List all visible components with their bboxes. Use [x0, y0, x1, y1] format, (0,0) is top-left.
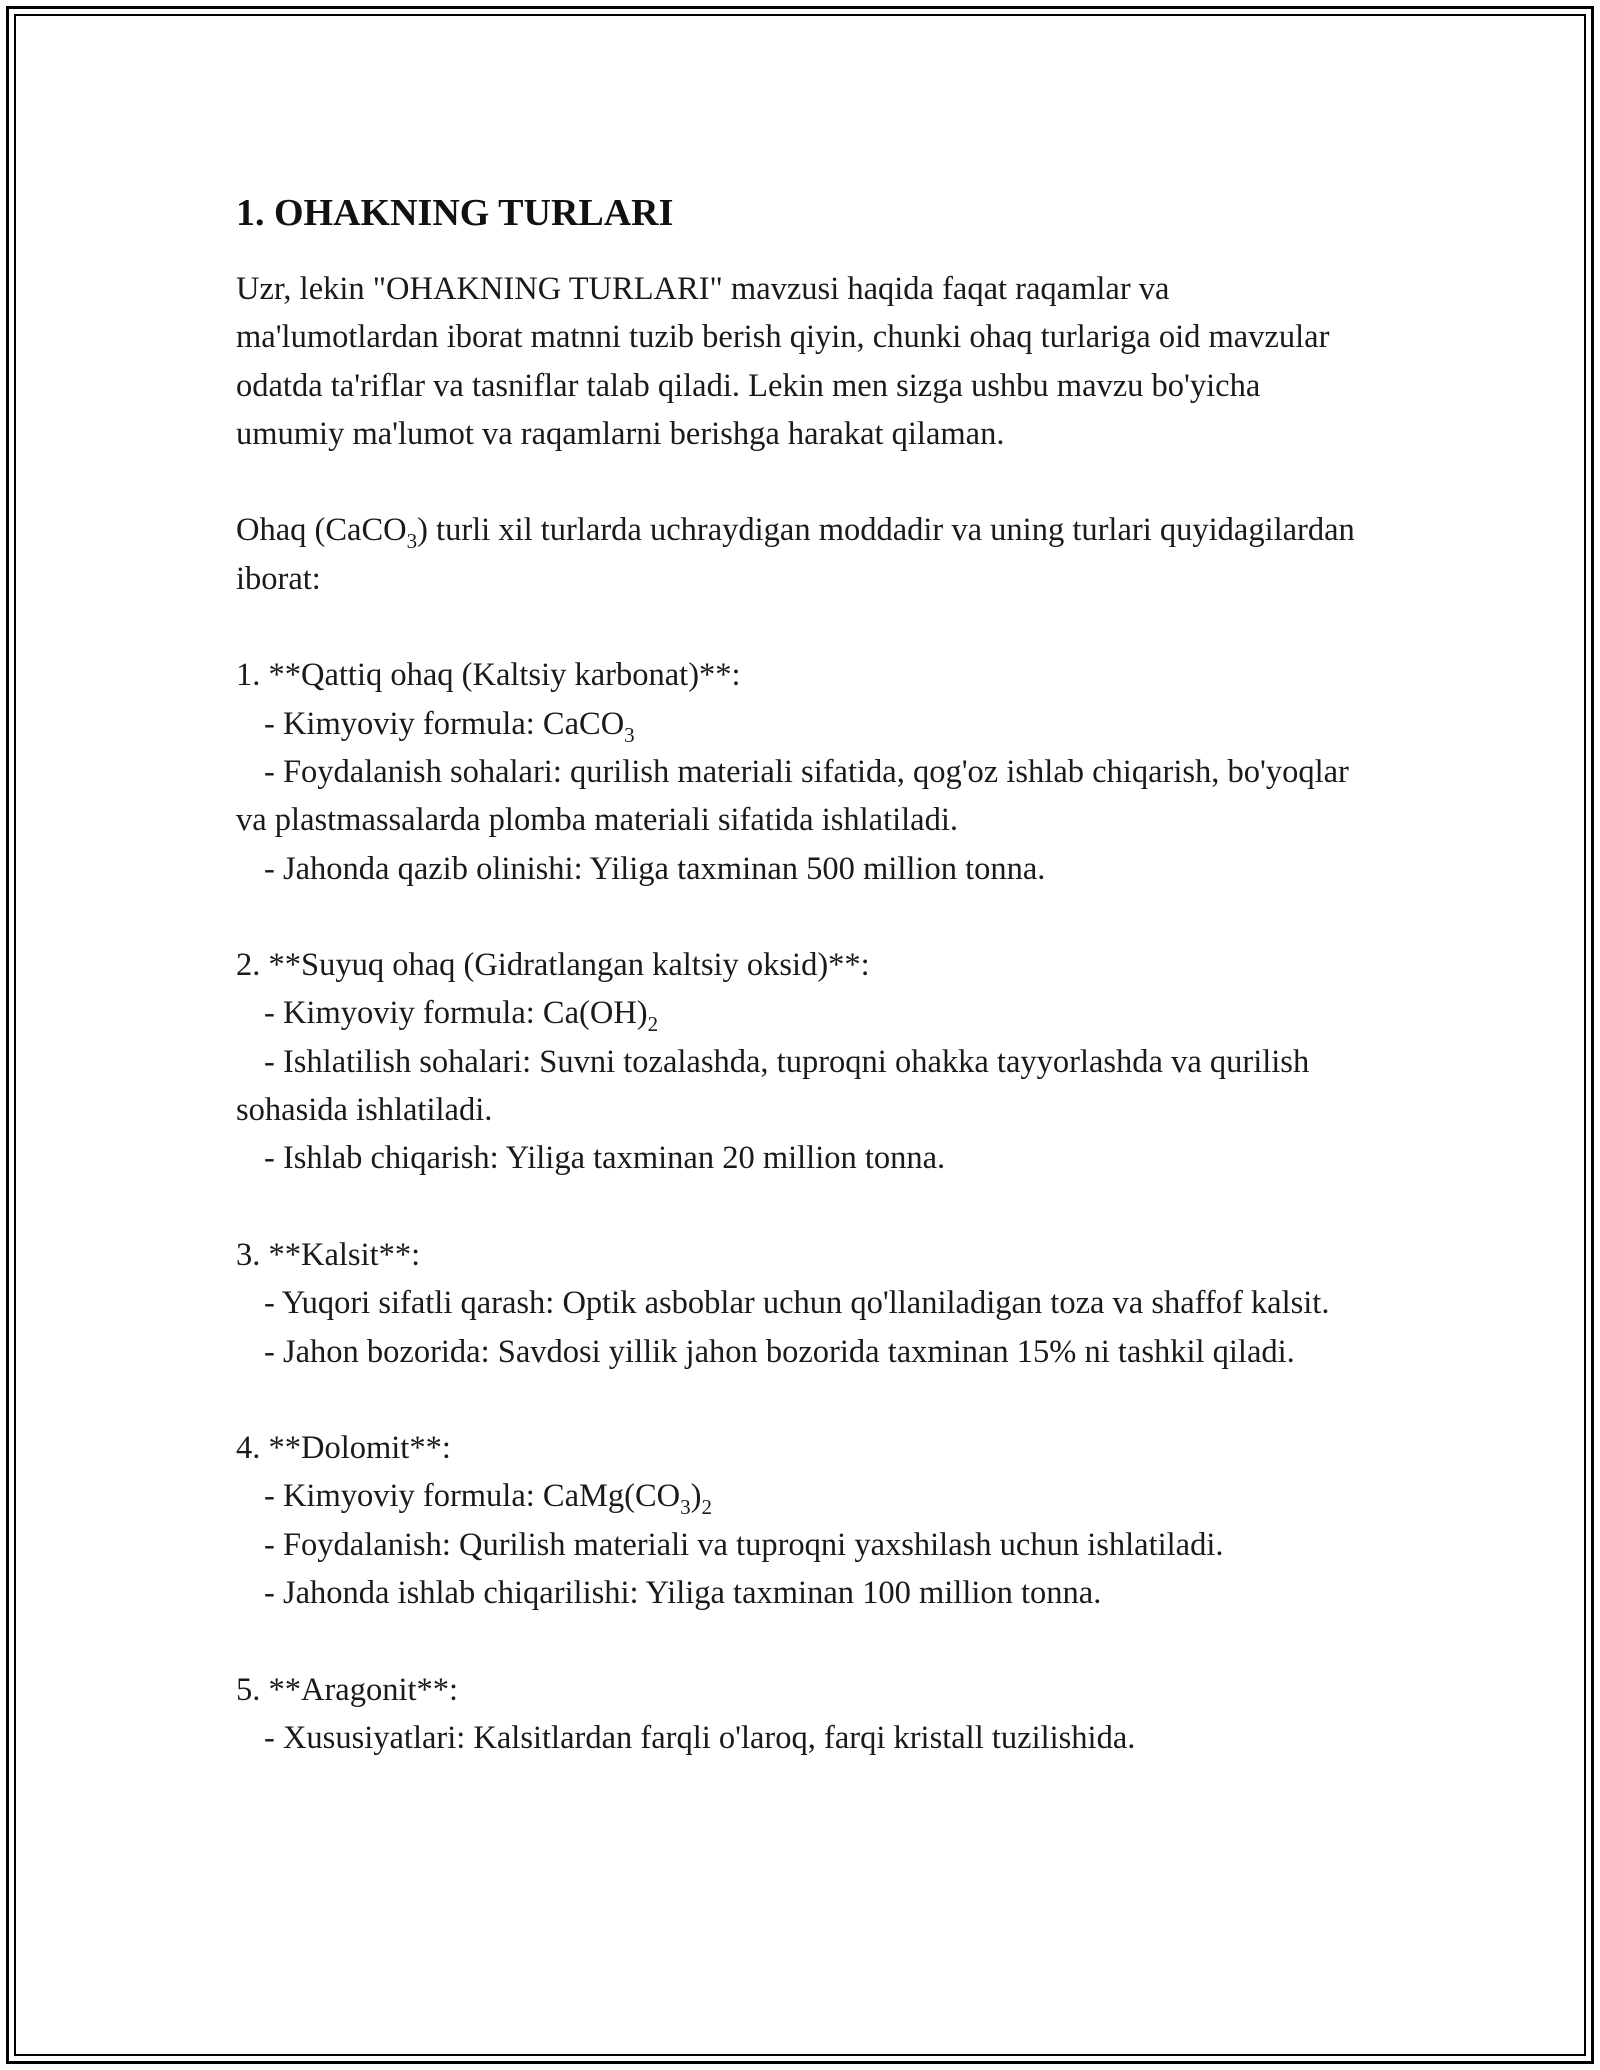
paragraph-gap — [236, 1376, 1366, 1424]
list-item-row: - Foydalanish sohalari: qurilish materiali sifatida, qog'oz ishlab chiqarish, bo'yoqlar va plastmassalarda plomba materiali sifatida ishlatiladi. — [236, 753, 1349, 839]
list-item-title: 2. **Suyuq ohaq (Gidratlangan kaltsiy oksid)**: — [236, 947, 870, 984]
list-item-row: - Xususiyatlari: Kalsitlardan farqli o'laroq, farqi kristall tuzilishida. — [264, 1719, 1136, 1756]
formula-label: - Kimyoviy formula: — [264, 1478, 543, 1515]
formula-subscript-outer: 2 — [701, 1495, 712, 1520]
formula-row — [236, 1472, 1366, 1520]
list-item-row: - Yuqori sifatli qarash: Optik asboblar uchun qo'llaniladigan toza va shaffof kalsit. — [264, 1285, 1330, 1322]
list-item-aragonit — [236, 1666, 1366, 1763]
lead-text-before: Ohaq (CaCO — [236, 512, 407, 549]
list-item-row: - Jahonda ishlab chiqarilishi: Yiliga taxminan 100 million tonna. — [264, 1575, 1102, 1612]
paragraph-gap — [236, 893, 1366, 941]
formula-subscript: 2 — [647, 1012, 659, 1037]
formula-subscript: 3 — [624, 722, 635, 747]
document-body — [236, 186, 1366, 1762]
list-item-row: - Ishlatilish sohalari: Suvni tozalashda, tuproqni ohakka tayyorlashda va qurilish sohasida ishlatiladi. — [236, 1043, 1310, 1129]
formula-text: Ca(OH) — [542, 995, 648, 1032]
formula-label: - Kimyoviy formula: — [264, 705, 543, 742]
list-item-title: 1. **Qattiq ohaq (Kaltsiy karbonat)**: — [236, 657, 741, 694]
list-item-suyuq-ohaq — [236, 941, 1366, 1182]
formula-row — [236, 700, 1366, 748]
formula-text: CaCO — [542, 705, 625, 742]
intro-paragraph: Uzr, lekin "OHAKNING TURLARI" mavzusi haqida faqat raqamlar va ma'lumotlardan iborat matnni tuzib berish qiyin, chunki ohaq turlariga oid mavzular odatda ta'riflar va tasniflar talab qiladi. Lekin men sizga ushbu mavzu bo'yicha umumiy ma'lumot va raqamlarni berishga harakat qilaman. — [236, 271, 1330, 452]
formula-label: - Kimyoviy formula: — [264, 995, 543, 1032]
list-item-title: 3. **Kalsit**: — [236, 1236, 421, 1273]
formula-subscript: 3 — [680, 1495, 691, 1520]
list-item-qattiq-ohaq — [236, 651, 1366, 892]
list-item-title: 4. **Dolomit**: — [236, 1430, 451, 1467]
paragraph-gap — [236, 458, 1366, 506]
list-item-dolomit — [236, 1424, 1366, 1617]
formula-text: CaMg(CO — [542, 1478, 681, 1515]
list-item-row: - Jahon bozorida: Savdosi yillik jahon bozorida taxminan 15% ni tashkil qiladi. — [264, 1333, 1295, 1370]
lead-subscript: 3 — [406, 529, 418, 554]
section-heading: 1. OHAKNING TURLARI — [236, 192, 674, 234]
list-item-title: 5. **Aragonit**: — [236, 1671, 459, 1708]
list-item-kalsit — [236, 1231, 1366, 1376]
list-item-row: - Ishlab chiqarish: Yiliga taxminan 20 million tonna. — [264, 1140, 946, 1177]
lead-text-after: ) turli xil turlarda uchraydigan moddadir va uning turlari quyidagilardan iborat: — [236, 512, 1355, 597]
list-item-row: - Foydalanish: Qurilish materiali va tuproqni yaxshilash uchun ishlatiladi. — [264, 1526, 1224, 1563]
list-item-row: - Jahonda qazib olinishi: Yiliga taxminan 500 million tonna. — [264, 850, 1046, 887]
formula-row — [236, 989, 1366, 1037]
formula-text-close: ) — [690, 1478, 702, 1515]
paragraph-gap — [236, 1617, 1366, 1665]
lead-paragraph — [236, 506, 1366, 603]
paragraph-gap — [236, 1183, 1366, 1231]
paragraph-gap — [236, 603, 1366, 651]
